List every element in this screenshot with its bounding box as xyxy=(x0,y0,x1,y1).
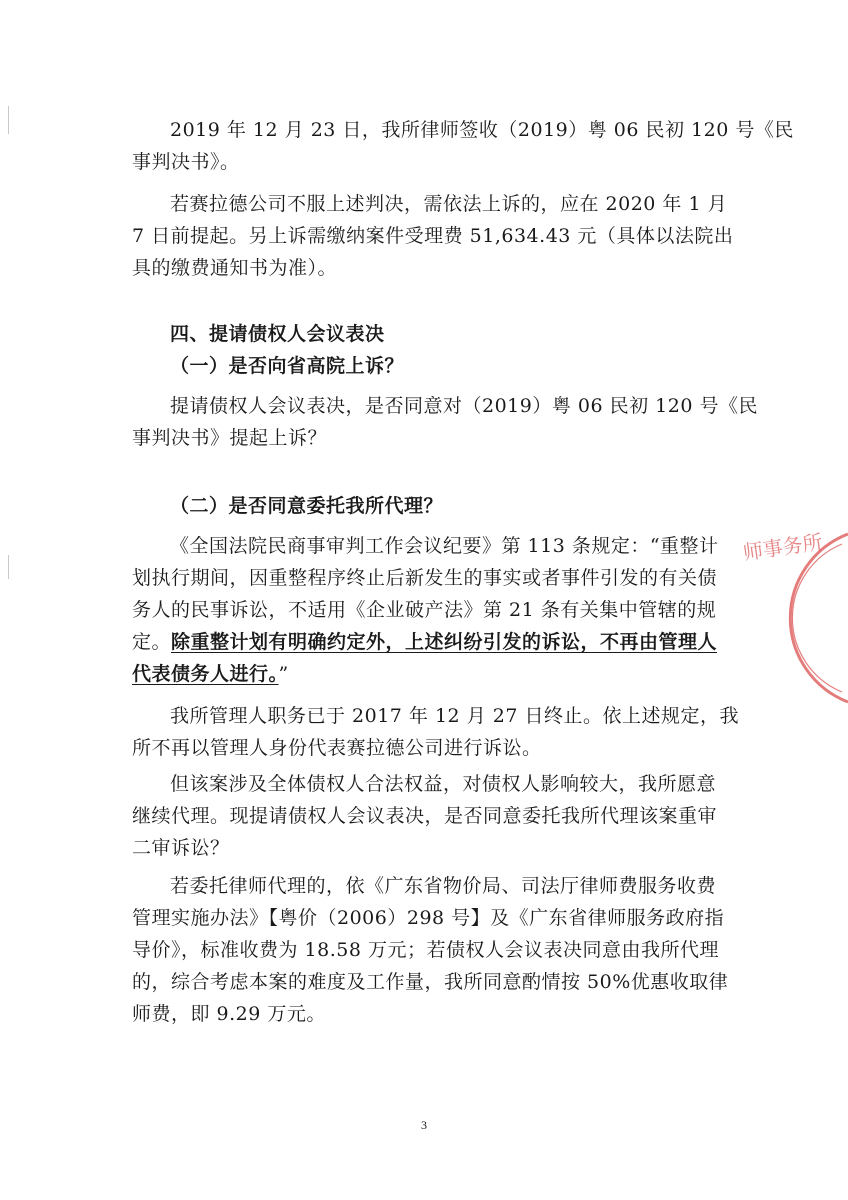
paragraph-appeal-vote: 提请债权人会议表决，是否同意对（2019）粤 06 民初 120 号《民 事判决书》提起上诉？ xyxy=(132,395,758,449)
scan-mark xyxy=(8,106,9,134)
page-number: 3 xyxy=(421,1118,427,1132)
paragraph-duty-terminated: 我所管理人职务已于 2017 年 12 月 27 日终止。依上述规定，我 所不再以管理人身份代表赛拉德公司进行诉讼。 xyxy=(132,705,739,759)
section-4-title: 四、提请债权人会议表决 xyxy=(170,323,385,345)
subsection-1-title: （一）是否向省高院上诉？ xyxy=(170,355,405,377)
paragraph-judgment-received: 2019 年 12 月 23 日，我所律师签收（2019）粤 06 民初 120 号《民 事判决书》。 xyxy=(132,119,794,173)
official-seal-icon xyxy=(736,528,848,708)
seal-text: 师事务所 xyxy=(741,529,825,565)
subsection-2-title: （二）是否同意委托我所代理？ xyxy=(170,495,444,517)
paragraph-lawyer-fees: 若委托律师代理的，依《广东省物价局、司法厅律师费服务收费 管理实施办法》【粤价（2006）298 号】及《广东省律师服务政府指 导价》，标准收费为 18.58 万元；若债权人会议表决同意由我所代理 的，综合考虑本案的难度及工作量，我所同意酌情按 50%优惠收取律 师费，即 9.29 万元。 xyxy=(132,875,729,1025)
paragraph-continue-agency: 但该案涉及全体债权人合法权益，对债权人影响较大，我所愿意 继续代理。现提请债权人会议表决，是否同意委托我所代理该案重审 二审诉讼？ xyxy=(132,773,718,859)
underlined-text: 代表债务人进行。 xyxy=(132,663,279,685)
paragraph-appeal-deadline: 若赛拉德公司不服上述判决，需依法上诉的，应在 2020 年 1 月 7 日前提起。另上诉需缴纳案件受理费 51,634.43 元（具体以法院出 具的缴费通知书为准）。 xyxy=(132,193,734,279)
underlined-text: 除重整计划有明确约定外，上述纠纷引发的诉讼，不再由管理人 xyxy=(171,631,718,653)
paragraph-conference-minutes: 《全国法院民商事审判工作会议纪要》第 113 条规定：“重整计 划执行期间，因重整程序终止后新发生的事实或者事件引发的有关债 务人的民事诉讼，不适用《企业破产法》第 21 条有关集中管辖的规 定。除重整计划有明确约定外，上述纠纷引发的诉讼，不再由管理人 代表债务人进行。” xyxy=(132,535,719,685)
scan-mark xyxy=(8,555,9,579)
